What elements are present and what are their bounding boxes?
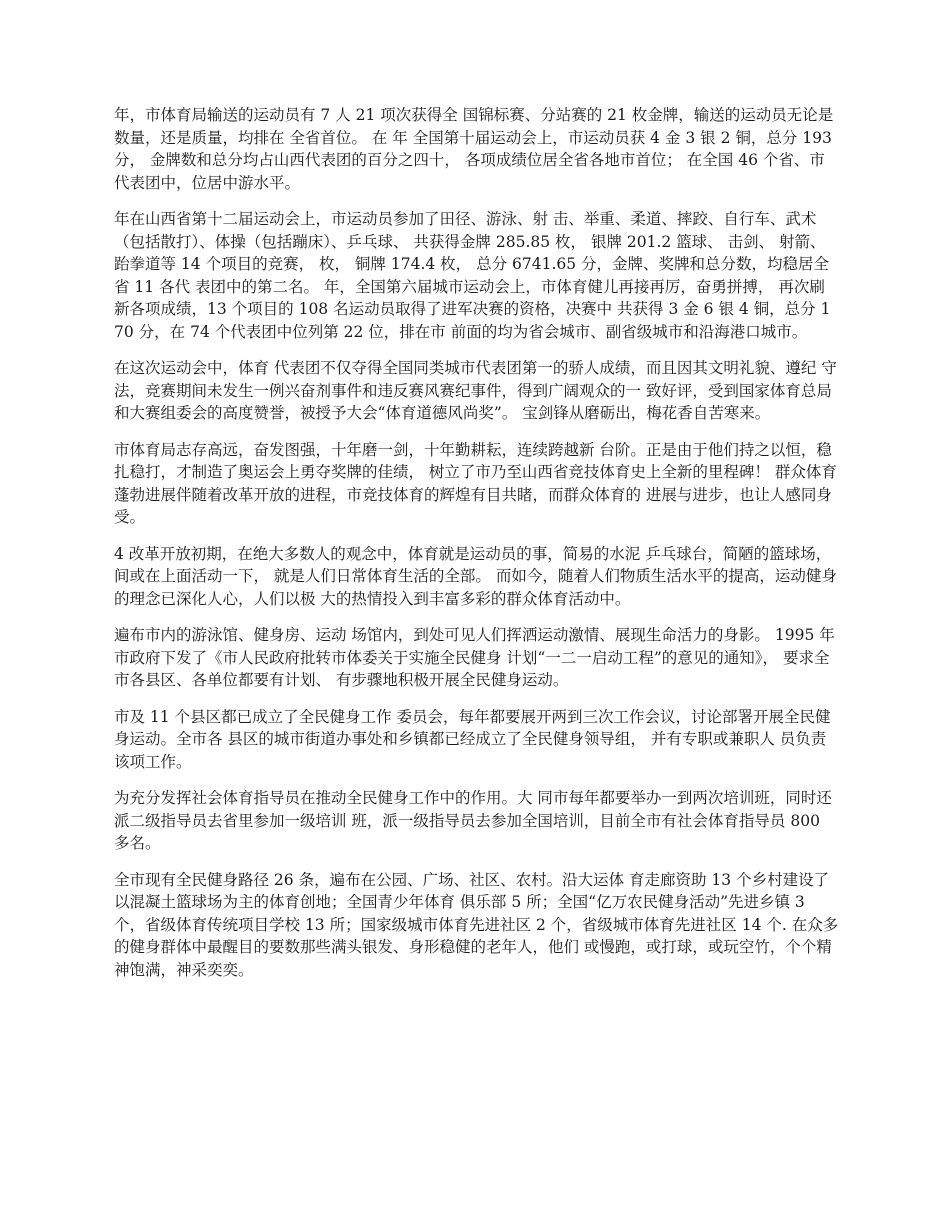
document-page [114,104,840,995]
paragraph-6: 遍布市内的游泳馆、健身房、运动 场馆内，到处可见人们挥洒运动激情、展现生命活力的身影。 1995 年市政府下发了《市人民政府批转市体委关于实施全民健身 计划“一二一启动工程”的意见的通知》， 要求全市各县区、各单位都要有计划、 有步骤地积极开展全民健身运动。 [114,626,835,689]
paragraph-7: 市及 11 个县区都已成立了全民健身工作 委员会，每年都要展开两到三次工作会议，讨论部署开展全民健身运动。全市各 县区的城市街道办事处和乡镇都已经成立了全民健身领导组， 并有专职或兼职人 员负责该项工作。 [114,707,831,771]
paragraph-3: 在这次运动会中，体育 代表团不仅夺得全国同类城市代表团第一的骄人成绩，而且因其文明礼貌、遵纪 守法，竞赛期间未发生一例兴奋剂事件和违反赛风赛纪事件，得到广阔观众的一 致好评，受到国家体育总局和大赛组委会的高度赞誉，被授予大会“体育道德风尚奖”。 宝剑锋从磨砺出，梅花香自苦寒来。 [114,359,837,422]
paragraph-5: 4 改革开放初期，在绝大多数人的观念中，体育就是运动员的事，简易的水泥 乒乓球台，简陋的篮球场， 间或在上面活动一下， 就是人们日常体育生活的全部。 而如今，随着人们物质生活水平的提高，运动健身的理念已深化人心，人们以极 大的热情投入到丰富多彩的群众体育活动中。 [114,544,837,608]
paragraph-8: 为充分发挥社会体育指导员在推动全民健身工作中的作用。大 同市每年都要举办一到两次培训班，同时还派二级指导员去省里参加一级培训 班，派一级指导员去参加全国培训，目前全市有社会体育指导员 800 多名。 [114,789,832,852]
paragraph-2: 年在山西省第十二届运动会上，市运动员参加了田径、游泳、射 击、举重、柔道、摔跤、自行车、武术（包括散打）、体操（包括蹦床）、乒乓球、 共获得金牌 285.85 枚， 银牌 201.2 篮球、 击剑、 射箭、 跆拳道等 14 个项目的竞赛， 枚， 铜牌 174.4 枚， 总分 6741.65 分，金牌、奖牌和总分数，均稳居全省 11 各代 表团中的第二名。 年，全国第六届城市运动会上，市体育健儿再接再厉，奋勇拼搏， 再次刷新各项成绩，13 个项目的 108 名运动员取得了进军决赛的资格，决赛中 共获得 3 金 6 银 4 铜，总分 170 分，在 74 个代表团中位列第 22 位，排在市 前面的均为省会城市、副省级城市和沿海港口城市。 [114,210,831,341]
paragraph-9: 全市现有全民健身路径 26 条，遍布在公园、广场、社区、农村。沿大运体 育走廊资助 13 个乡村建设了以混凝土篮球场为主的体育创地；全国青少年体育 俱乐部 5 所；全国“亿万农民健身活动”先进乡镇 3 个，省级体育传统项目学校 13 所；国家级城市体育先进社区 2 个，省级城市体育先进社区 14 个. 在众多的健身群体中最醒目的要数那些满头银发、身形稳健的老年人，他们 或慢跑，或打球，或玩空竹，个个精神饱满，神采奕奕。 [114,870,839,979]
paragraph-1: 年，市体育局输送的运动员有 7 人 21 项次获得全 国锦标赛、分站赛的 21 枚金牌，输送的运动员无论是数量，还是质量，均排在 全省首位。 在 年 全国第十届运动会上，市运动员获 4 金 3 银 2 铜，总分 193 分， 金牌数和总分均占山西代表团的百分之四十， 各项成绩位居全省各地市首位； 在全国 46 个省、市代表团中，位居中游水平。 [114,106,834,192]
paragraph-4: 市体育局志存高远，奋发图强，十年磨一剑，十年勤耕耘，连续跨越新 台阶。正是由于他们持之以恒，稳扎稳打，才制造了奥运会上勇夺奖牌的佳绩， 树立了市乃至山西省竞技体育史上全新的里程碑！ 群众体育蓬勃进展伴随着改革开放的进程，市竞技体育的辉煌有目共睹，而群众体育的 进展与进步，也让人感同身受。 [114,440,837,526]
